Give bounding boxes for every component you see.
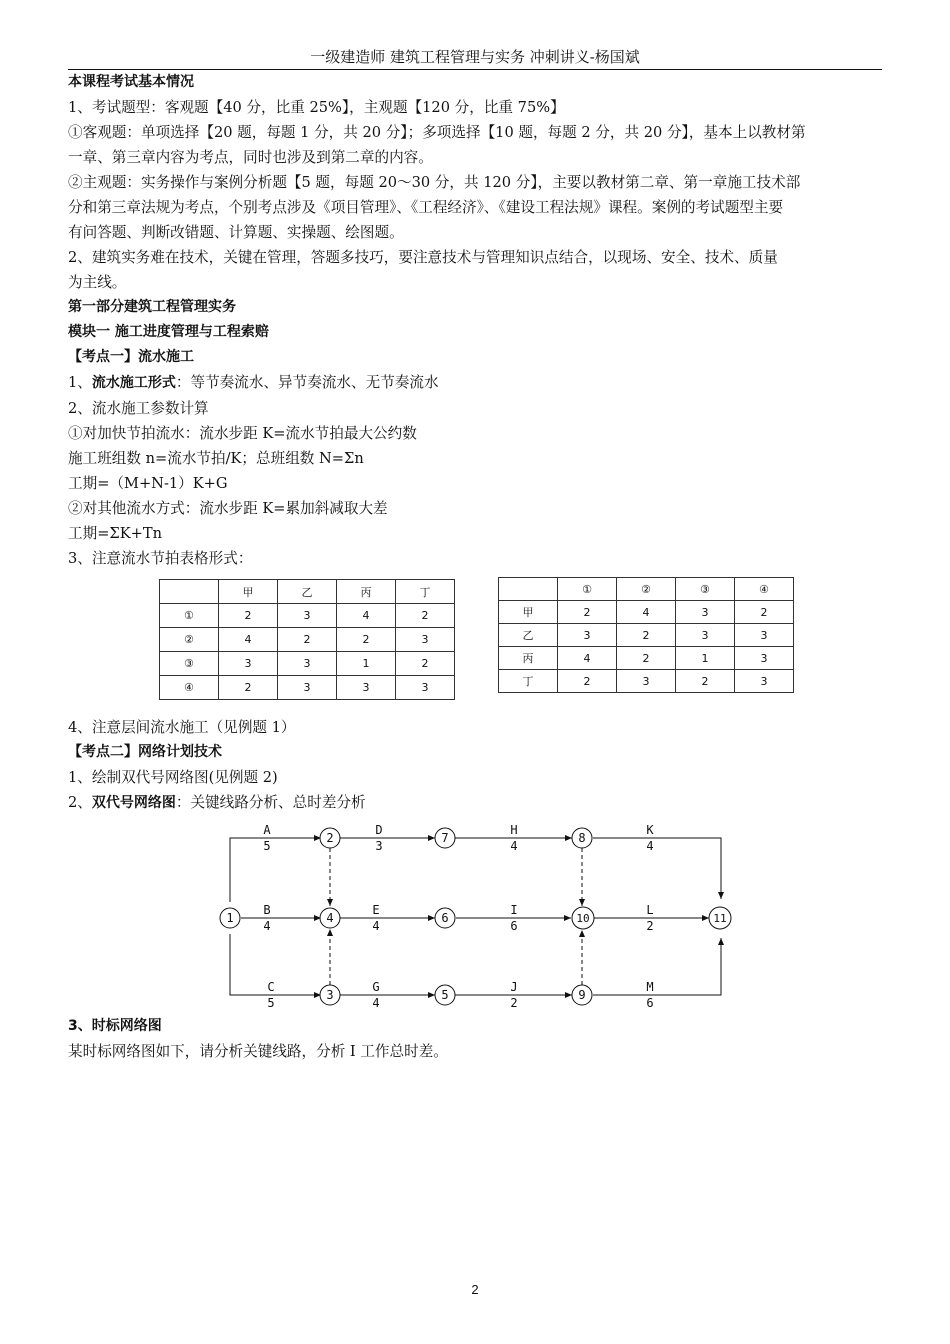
table-cell: 丙 — [336, 580, 395, 604]
arrow-c — [230, 934, 321, 995]
activity-label: G — [372, 980, 380, 994]
double-code-network-diagram — [210, 820, 740, 1010]
heading-point-one: 【考点一】流水施工 — [68, 349, 194, 365]
text-bold: 双代号网络图 — [91, 795, 176, 811]
svg-text:5: 5 — [441, 988, 449, 1002]
activity-label: M — [646, 980, 654, 994]
table-cell: 丙 — [499, 647, 558, 670]
content-top — [68, 70, 886, 571]
text-prefix: 1、 — [68, 374, 92, 391]
svg-text:11: 11 — [713, 912, 727, 925]
table-cell: 2 — [617, 624, 676, 647]
activity-label: J — [510, 980, 518, 994]
content-bottom — [68, 1014, 886, 1064]
text-line — [68, 370, 886, 396]
activity-duration: 4 — [372, 919, 380, 933]
node-6 — [435, 908, 455, 928]
activity-label: I — [510, 903, 518, 917]
heading-exam-overview: 本课程考试基本情况 — [68, 74, 194, 90]
text-line: 1、考试题型：客观题【40 分，比重 25%】，主观题【120 分，比重 75%】 — [68, 99, 565, 116]
svg-text:3: 3 — [326, 988, 334, 1002]
activity-label: H — [510, 823, 518, 837]
table-cell: 乙 — [277, 580, 336, 604]
table-cell: ② — [160, 628, 219, 652]
svg-text:8: 8 — [578, 831, 586, 845]
activity-label: C — [267, 980, 275, 994]
svg-text:7: 7 — [441, 831, 449, 845]
text-line: 有问答题、判断改错题、计算题、实操题、绘图题。 — [68, 224, 404, 241]
table-cell: ① — [160, 604, 219, 628]
table-cell: 2 — [617, 647, 676, 670]
text-line: 2、流水施工参数计算 — [68, 400, 209, 417]
table-cell: 乙 — [499, 624, 558, 647]
table-cell: ① — [558, 578, 617, 601]
table-cell: 3 — [558, 624, 617, 647]
text-line: 分和第三章法规为考点，个别考点涉及《项目管理》、《工程经济》、《建设工程法规》课程。案例的考试题型主要 — [68, 199, 784, 216]
activity-duration: 4 — [263, 919, 271, 933]
table-cell: 4 — [617, 601, 676, 624]
node-5 — [435, 985, 455, 1005]
table-cell: 3 — [336, 676, 395, 700]
table-cell: 3 — [734, 624, 793, 647]
text-line: 1、绘制双代号网络图(见例题 2) — [68, 769, 278, 786]
page-header: 一级建造师 建筑工程管理与实务 冲刺讲义-杨国斌 — [68, 46, 882, 70]
activity-duration: 6 — [510, 919, 518, 933]
table-cell: 3 — [617, 670, 676, 693]
table-cell: ④ — [734, 578, 793, 601]
table-row — [160, 628, 455, 652]
table-cell: 2 — [218, 604, 277, 628]
table-cell: 2 — [675, 670, 734, 693]
svg-text:4: 4 — [326, 911, 334, 925]
text-line: 施工班组数 n=流水节拍/K；总班组数 N=Σn — [68, 450, 364, 467]
table-cell: 1 — [336, 652, 395, 676]
table-cell: ② — [617, 578, 676, 601]
node-9 — [572, 985, 592, 1005]
table-cell: 1 — [675, 647, 734, 670]
node-2 — [320, 828, 340, 848]
table-cell: 2 — [395, 652, 454, 676]
activity-label: L — [646, 903, 654, 917]
arrow-k — [593, 838, 721, 899]
text-line: 一章、第三章内容为考点，同时也涉及到第二章的内容。 — [68, 149, 433, 166]
node-10 — [572, 907, 594, 929]
activity-duration: 5 — [267, 996, 275, 1010]
activity-duration: 2 — [646, 919, 654, 933]
table-cell: 2 — [558, 601, 617, 624]
arrow-a — [230, 838, 321, 902]
activity-duration: 4 — [646, 839, 654, 853]
activity-label: B — [263, 903, 271, 917]
table-cell: 3 — [675, 624, 734, 647]
text-line: ②对其他流水方式：流水步距 K=累加斜减取大差 — [68, 500, 388, 517]
activity-label: E — [372, 903, 380, 917]
table-cell: 2 — [277, 628, 336, 652]
svg-text:10: 10 — [576, 912, 590, 925]
text-line — [68, 790, 886, 816]
table-cell: 丁 — [395, 580, 454, 604]
table-cell: 3 — [277, 652, 336, 676]
table-cell: 3 — [395, 676, 454, 700]
table-cell: 3 — [675, 601, 734, 624]
text-line: ②主观题：实务操作与案例分析题【5 题，每题 20～30 分，共 120 分】，主要以教材第二章、第一章施工技术部 — [68, 174, 801, 191]
table-row — [499, 670, 794, 693]
node-1 — [220, 908, 240, 928]
activity-label: D — [375, 823, 383, 837]
text-rest: ：等节奏流水、异节奏流水、无节奏流水 — [175, 374, 439, 391]
table-cell: 3 — [734, 647, 793, 670]
table-cell: ③ — [675, 578, 734, 601]
node-3 — [320, 985, 340, 1005]
table-cell: 3 — [218, 652, 277, 676]
table-cell: 3 — [277, 604, 336, 628]
node-7 — [435, 828, 455, 848]
node-8 — [572, 828, 592, 848]
table-cell: ④ — [160, 676, 219, 700]
table-cell: 4 — [336, 604, 395, 628]
activity-duration: 3 — [375, 839, 383, 853]
table-cell: 甲 — [499, 601, 558, 624]
table-cell: 甲 — [218, 580, 277, 604]
table-cell: 3 — [734, 670, 793, 693]
activity-duration: 2 — [510, 996, 518, 1010]
text-line: 2、建筑实务难在技术，关键在管理，答题多技巧，要注意技术与管理知识点结合，以现场、安全、技术、质量 — [68, 249, 778, 266]
svg-text:9: 9 — [578, 988, 586, 1002]
text-line: 某时标网络图如下，请分析关键线路，分析 I 工作总时差。 — [68, 1043, 448, 1060]
text-prefix: 2、 — [68, 794, 92, 811]
svg-text:6: 6 — [441, 911, 449, 925]
heading-module-one: 模块一 施工进度管理与工程索赔 — [68, 324, 269, 340]
table-cell: 4 — [558, 647, 617, 670]
heading-timescale-network: 3、时标网络图 — [68, 1018, 162, 1034]
node-4 — [320, 908, 340, 928]
node-11 — [709, 907, 731, 929]
table-cell: 2 — [395, 604, 454, 628]
svg-text:1: 1 — [226, 911, 234, 925]
table-cell — [160, 580, 219, 604]
activity-duration: 5 — [263, 839, 271, 853]
content-middle — [68, 715, 886, 816]
activity-label: A — [263, 823, 271, 837]
table-cell: ③ — [160, 652, 219, 676]
activity-duration: 6 — [646, 996, 654, 1010]
table-cell: 2 — [734, 601, 793, 624]
arrow-m — [593, 938, 721, 995]
table-row — [160, 676, 455, 700]
text-line: 工期=（M+N-1）K+G — [68, 475, 228, 492]
text-bold: 流水施工形式 — [91, 375, 176, 391]
svg-text:2: 2 — [326, 831, 334, 845]
activity-label: K — [646, 823, 654, 837]
table-cell: 3 — [395, 628, 454, 652]
table-cell: 2 — [218, 676, 277, 700]
heading-point-two: 【考点二】网络计划技术 — [68, 744, 222, 760]
text-line: 为主线。 — [68, 274, 127, 291]
table-row — [160, 604, 455, 628]
table-row — [499, 624, 794, 647]
table-header-row — [160, 580, 455, 604]
page-number: 2 — [471, 1282, 479, 1297]
table-cell: 2 — [336, 628, 395, 652]
table-row — [499, 601, 794, 624]
table-cell: 2 — [558, 670, 617, 693]
rhythm-table-1 — [159, 579, 455, 700]
table-cell: 3 — [277, 676, 336, 700]
table-row — [499, 647, 794, 670]
text-line: ①客观题：单项选择【20 题，每题 1 分，共 20 分】；多项选择【10 题，每题 2 分，共 20 分】，基本上以教材第 — [68, 124, 806, 141]
table-cell — [499, 578, 558, 601]
table-header-row — [499, 578, 794, 601]
text-line: 工期=ΣK+Tn — [68, 525, 162, 542]
table-row — [160, 652, 455, 676]
rhythm-table-2 — [498, 577, 794, 693]
heading-part-one: 第一部分建筑工程管理实务 — [68, 299, 236, 315]
text-line: ①对加快节拍流水：流水步距 K=流水节拍最大公约数 — [68, 425, 417, 442]
text-rest: ：关键线路分析、总时差分析 — [175, 794, 366, 811]
table-cell: 丁 — [499, 670, 558, 693]
activity-duration: 4 — [510, 839, 518, 853]
text-line: 4、注意层间流水施工（见例题 1） — [68, 719, 296, 736]
text-line: 3、注意流水节拍表格形式： — [68, 550, 253, 567]
activity-duration: 4 — [372, 996, 380, 1010]
table-cell: 4 — [218, 628, 277, 652]
